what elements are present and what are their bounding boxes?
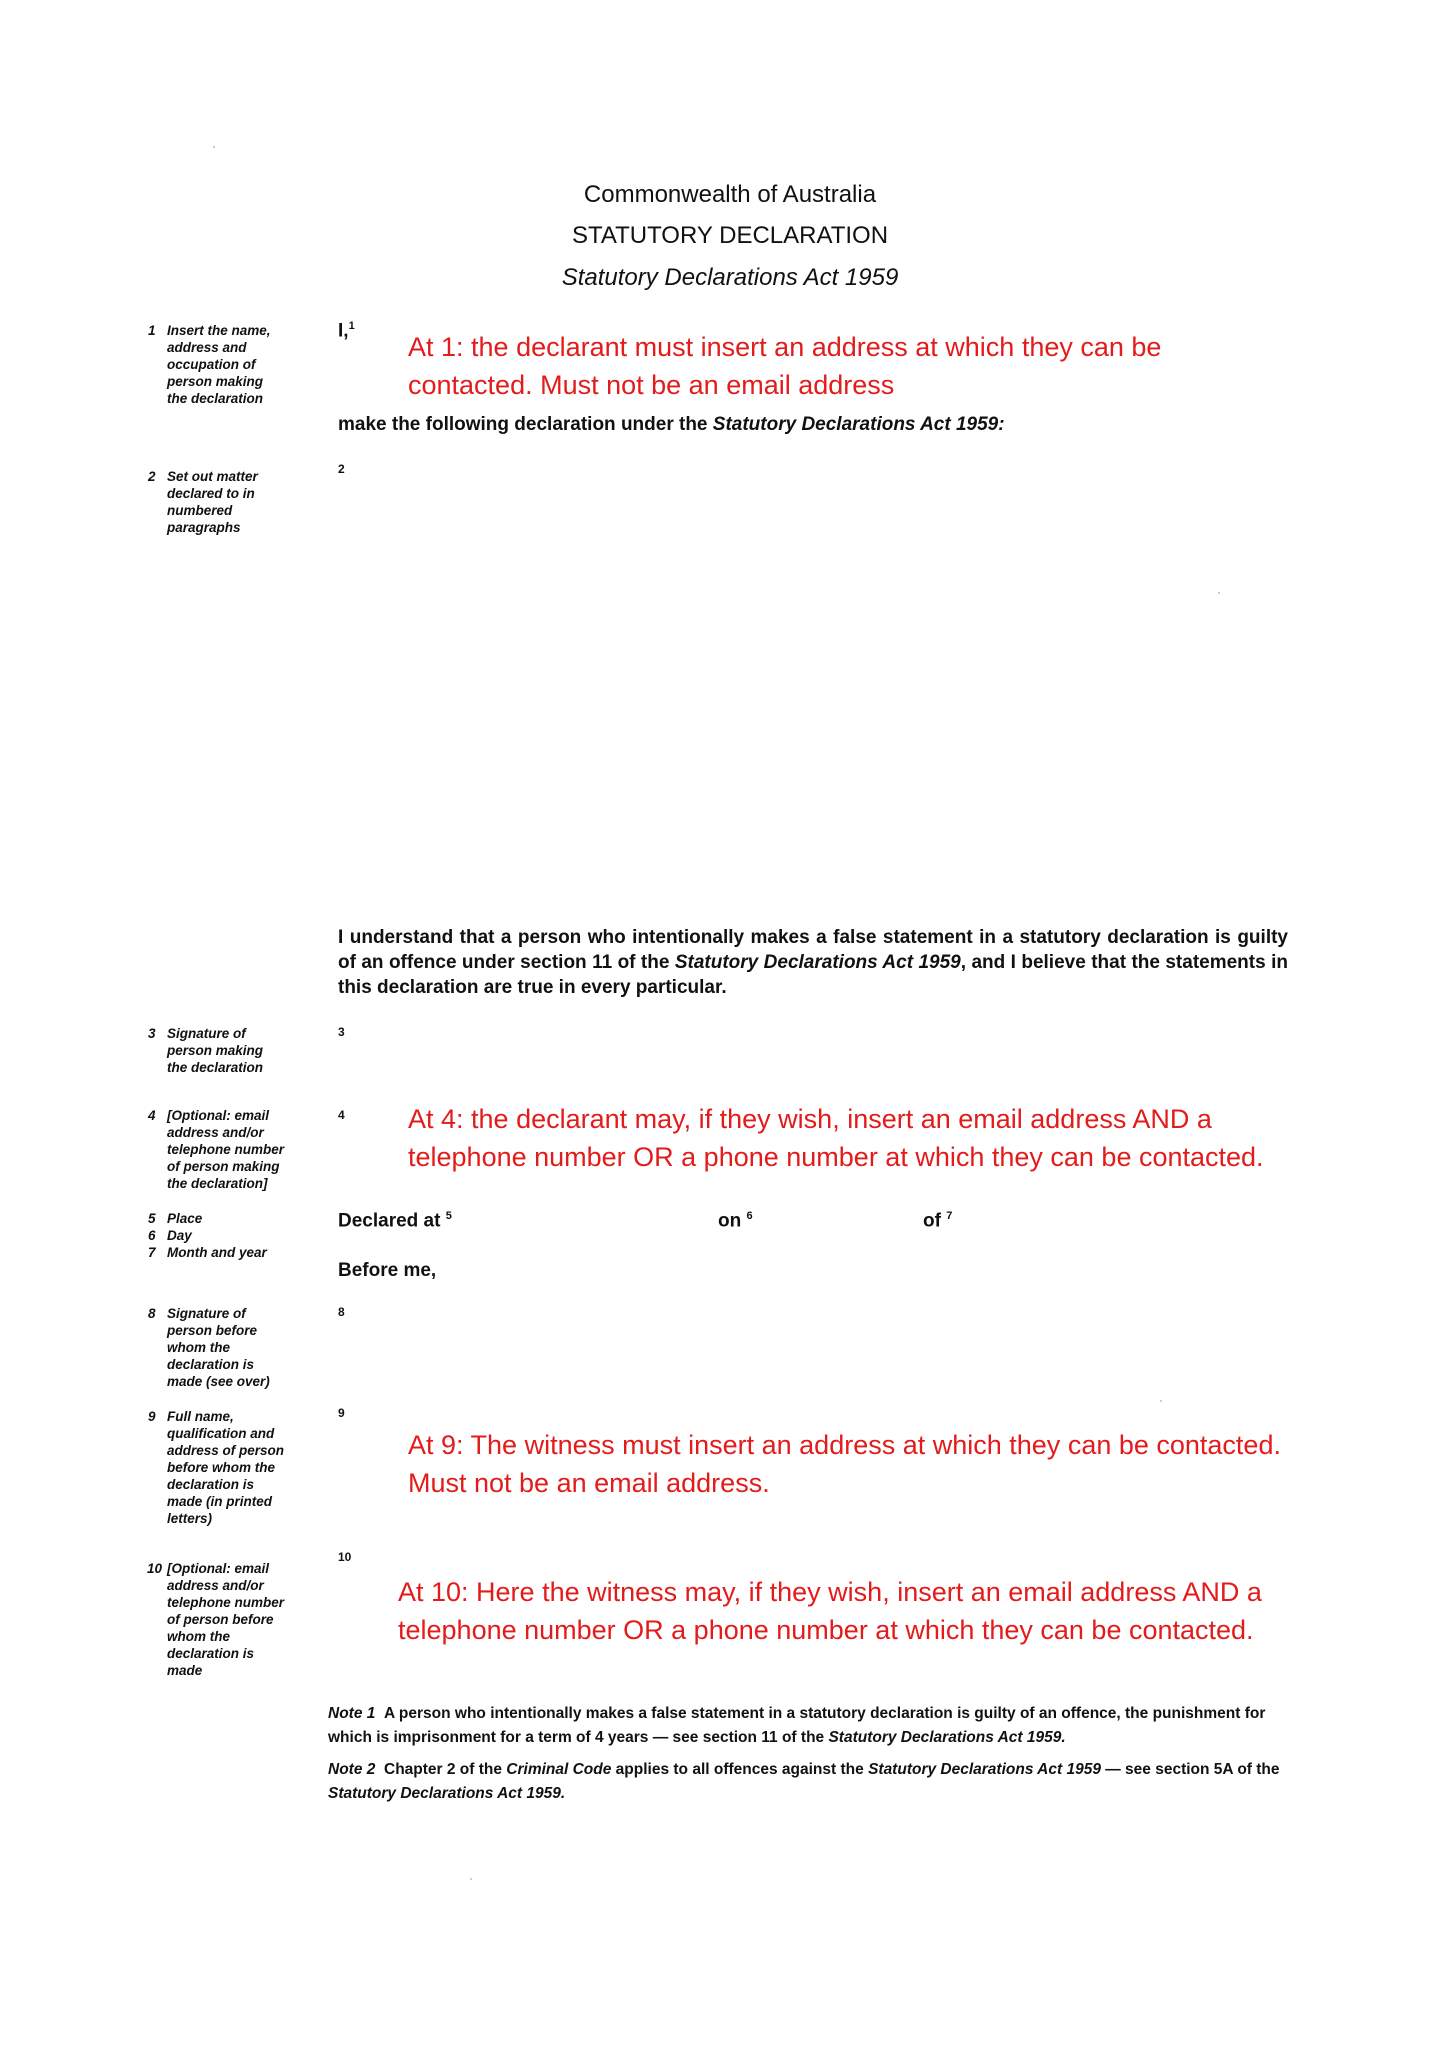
of-text: of (923, 1210, 941, 1232)
margin-note-line: [Optional: email (167, 1108, 270, 1123)
margin-note-line: Month and year (167, 1245, 267, 1260)
margin-note-9 (148, 1408, 308, 1527)
margin-note-line: declaration is (167, 1477, 255, 1492)
field-marker-1: 1 (348, 320, 355, 332)
understand-text: I understand that a person who intentionally makes a false statement in a statutory declaration is guilty of an offence under section 11 of the (338, 927, 1288, 973)
annotation-10 (398, 1573, 1262, 1649)
field-marker-9: 9 (338, 1406, 345, 1420)
field-marker-4: 4 (338, 1108, 345, 1122)
margin-note-line: telephone number (167, 1595, 285, 1610)
header-title: STATUTORY DECLARATION (571, 222, 889, 249)
annotation-line: At 10: Here the witness may, if they wish, insert an email address AND a (398, 1577, 1262, 1607)
annotation-line: telephone number OR a phone number at which they can be contacted. (398, 1615, 1254, 1645)
annotation-4 (408, 1100, 1264, 1176)
margin-note-2 (148, 468, 308, 536)
on-text: on (718, 1210, 742, 1232)
margin-note-5-7 (148, 1210, 308, 1261)
note-text: Chapter 2 of the (384, 1761, 507, 1778)
annotation-line: contacted. Must not be an email address (408, 370, 895, 400)
declarant-signature-area[interactable] (338, 1020, 1288, 1080)
margin-note-number: 7 (148, 1245, 156, 1260)
margin-note-line: paragraphs (167, 520, 241, 535)
margin-note-line: occupation of (167, 357, 256, 372)
margin-note-line: address of person (167, 1443, 285, 1458)
margin-note-10 (148, 1560, 308, 1679)
note-1 (328, 1702, 1288, 1750)
annotation-9 (408, 1426, 1281, 1502)
annotation-line: telephone number OR a phone number at which they can be contacted. (408, 1142, 1264, 1172)
declarant-field-1[interactable] (338, 320, 355, 342)
month-year-field[interactable] (970, 1205, 1270, 1235)
margin-note-line: letters) (167, 1511, 213, 1526)
field-marker-8: 8 (338, 1305, 345, 1319)
margin-note-line: declared to in (167, 486, 255, 501)
margin-note-line: the declaration] (167, 1176, 268, 1191)
margin-note-line: Day (167, 1228, 192, 1243)
margin-note-line: person making (167, 1043, 264, 1058)
margin-note-line: Full name, (167, 1409, 234, 1424)
margin-note-line: address and (167, 340, 247, 355)
margin-note-line: whom the (167, 1629, 230, 1644)
margin-note-line: Place (167, 1211, 203, 1226)
margin-note-line: Signature of (167, 1306, 246, 1321)
margin-note-line: Signature of (167, 1026, 246, 1041)
note-italic: Statutory Declarations Act 1959. (828, 1729, 1066, 1746)
margin-note-number: 6 (148, 1228, 156, 1243)
scan-speck (1218, 592, 1220, 594)
field-marker-7: 7 (946, 1210, 953, 1222)
margin-note-line: [Optional: email (167, 1561, 270, 1576)
understand-text-end: , and I believe that the statements in this declaration are true in every particular. (338, 952, 1288, 998)
margin-note-number: 5 (148, 1211, 156, 1226)
annotation-line: At 4: the declarant may, if they wish, insert an email address AND a (408, 1104, 1212, 1134)
margin-note-line: made (see over) (167, 1374, 270, 1389)
annotation-line: Must not be an email address. (408, 1468, 770, 1498)
margin-note-line: declaration is (167, 1646, 255, 1661)
scan-speck (1160, 1400, 1162, 1402)
scan-speck (470, 1878, 472, 1880)
note-text: — see section 5A of the (1100, 1761, 1280, 1778)
i-label: I, (338, 320, 349, 342)
understand-paragraph (338, 925, 1288, 1000)
day-field[interactable] (770, 1205, 910, 1235)
margin-note-number: 4 (148, 1108, 156, 1123)
margin-note-number: 1 (148, 323, 156, 338)
note-2 (328, 1758, 1288, 1806)
declared-at-label (338, 1210, 452, 1232)
declaration-paragraphs-area[interactable] (338, 480, 1288, 920)
on-label (718, 1210, 753, 1232)
note-text: A person who intentionally makes a false statement in a statutory declaration is guilty of an offence, the punishment for which is imprisonment for a term of 4 years — see section 11 of the (328, 1705, 1266, 1746)
margin-note-number: 10 (147, 1561, 163, 1576)
margin-note-line: qualification and (167, 1426, 275, 1441)
margin-note-line: Insert the name, (167, 323, 271, 338)
scan-speck (213, 146, 215, 148)
margin-note-line: of person before (167, 1612, 274, 1627)
margin-note-1 (148, 322, 308, 407)
field-marker-2: 2 (338, 462, 345, 476)
margin-note-number: 3 (148, 1026, 156, 1041)
margin-note-line: made (167, 1663, 203, 1678)
declared-at-text: Declared at (338, 1210, 441, 1232)
field-marker-6: 6 (746, 1210, 753, 1222)
margin-note-line: declaration is (167, 1357, 255, 1372)
margin-note-line: whom the (167, 1340, 230, 1355)
margin-note-line: person making (167, 374, 264, 389)
field-marker-3: 3 (338, 1025, 345, 1039)
margin-note-line: before whom the (167, 1460, 276, 1475)
witness-signature-area[interactable] (338, 1300, 1288, 1390)
field-marker-10: 10 (338, 1550, 352, 1564)
margin-note-8 (148, 1305, 308, 1390)
note-italic: Criminal Code (506, 1761, 612, 1778)
margin-note-3 (148, 1025, 308, 1076)
margin-note-line: telephone number (167, 1142, 285, 1157)
act-name-italic: Statutory Declarations Act 1959: (712, 414, 1005, 435)
margin-note-line: the declaration (167, 391, 264, 406)
note-italic: Statutory Declarations Act 1959 (868, 1761, 1101, 1778)
header-line-1: Commonwealth of Australia (583, 181, 877, 208)
margin-note-4 (148, 1107, 308, 1192)
field-marker-5: 5 (445, 1210, 452, 1222)
margin-note-line: Set out matter (167, 469, 258, 484)
annotation-line: At 9: The witness must insert an address at which they can be contacted. (408, 1430, 1281, 1460)
margin-note-line: address and/or (167, 1125, 264, 1140)
margin-note-line: person before (167, 1323, 258, 1338)
header-act-title: Statutory Declarations Act 1959 (561, 264, 899, 291)
margin-note-line: address and/or (167, 1578, 264, 1593)
note-text: applies to all offences against the (611, 1761, 869, 1778)
note-label: Note 2 (328, 1761, 376, 1778)
margin-note-number: 9 (148, 1409, 156, 1424)
act-name-italic: Statutory Declarations Act 1959 (674, 952, 961, 973)
annotation-line: At 1: the declarant must insert an address at which they can be (408, 332, 1162, 362)
of-label (923, 1210, 952, 1232)
note-italic: Statutory Declarations Act 1959. (328, 1785, 566, 1802)
make-declaration-line (338, 414, 1005, 436)
margin-note-line: of person making (167, 1159, 280, 1174)
place-field[interactable] (470, 1205, 710, 1235)
margin-note-line: made (in printed (167, 1494, 273, 1509)
margin-note-number: 2 (148, 469, 156, 484)
annotation-1 (408, 328, 1161, 404)
make-declaration-text: make the following declaration under the (338, 414, 713, 435)
margin-note-number: 8 (148, 1306, 156, 1321)
before-me-label: Before me, (338, 1260, 437, 1281)
margin-note-line: numbered (167, 503, 233, 518)
margin-note-line: the declaration (167, 1060, 264, 1075)
note-label: Note 1 (328, 1705, 376, 1722)
